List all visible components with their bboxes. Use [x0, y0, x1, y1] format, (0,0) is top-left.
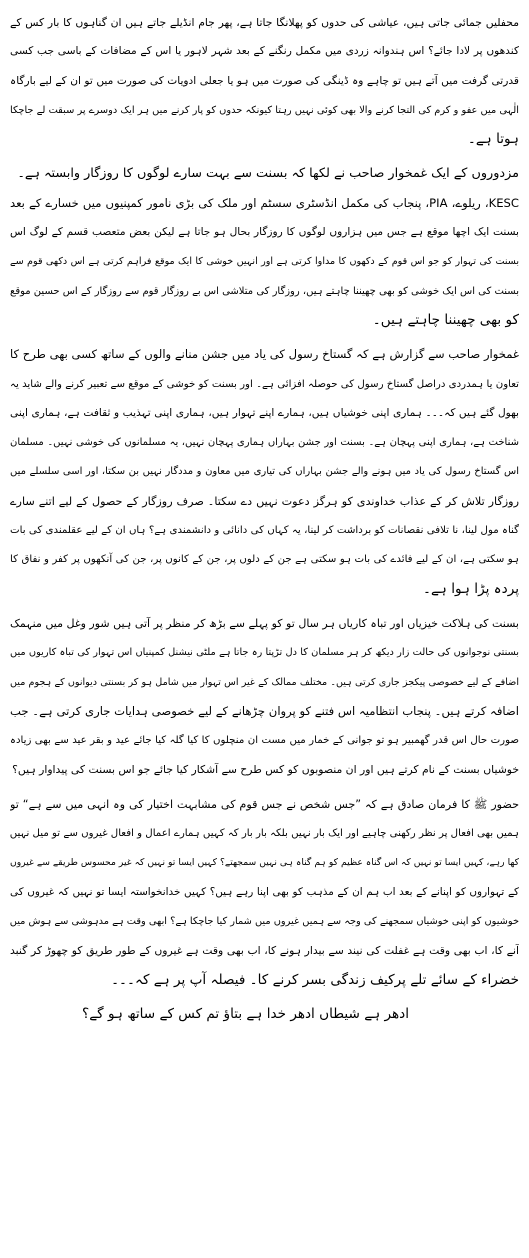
text-line: حضور ﷺ کا فرمان صادق ہے کہ ”جس شخص نے جس قوم کی مشابہت اختیار کی وہ انہی میں سے ہے“ تو	[10, 797, 519, 811]
text-line: اس گستاخ رسول کی یاد میں ہونے والے جشن بہاراں کی تیاری میں معاون و مددگار نہیں بن سکتا، اور اسی سلسلے میں	[10, 466, 519, 478]
text-line: کھا رہے، کہیں ایسا تو نہیں کہ اس گناہ عظیم کو ہم گناہ ہی نہیں سمجھتے؟ کہیں ایسا تو نہیں کہ غیر محسوس طریقے سے غیروں	[10, 857, 519, 869]
text-line: الٰہی میں عفو و کرم کی التجا کرنے والا بھی کوئی نہیں رہتا کیونکہ حدوں کو پار کرنے میں ہر ایک دوسرے پر سبقت لے جاچکا	[10, 104, 519, 116]
paragraph-3	[10, 340, 519, 604]
text-line: خوشیاں بسنت کے نام کرتے ہیں اور ان منصوبوں کو کس طرح سے آشکار کیا جائے جو اس بسنت کی پیداوار ہیں؟	[12, 763, 519, 777]
text-line: بسنت ایک اچھا موقع ہے جس میں ہزاروں لوگوں کا روزگار بحال ہو جاتا ہے لیکن بعض متعصب قسم کے لوگ اس	[10, 226, 519, 239]
paragraph-4	[10, 609, 519, 785]
text-line: قدرتی گرفت میں آتے ہیں تو چاہے وہ ڈینگی کی صورت میں ہو یا جعلی ادویات کی صورت میں تو ان کے لیے بارگاہ	[10, 74, 519, 87]
text-line: غمخوار صاحب سے گزارش ہے کہ گستاخ رسول کی یاد میں جشن منانے والوں کے ساتھ کسی بھی طرح کا	[10, 347, 519, 362]
closing-verse	[10, 1000, 519, 1029]
text-line: بھول گئے ہیں کہ۔۔۔ ہماری اپنی خوشیاں ہیں، ہمارے اپنے تہوار ہیں، ہماری اپنی تہذیب و ثقافت ہے، ہماری اپنی	[10, 406, 519, 419]
text-line: خضراء کے سائے تلے پرکیف زندگی بسر کرنے کا۔ فیصلہ آپ پر ہے کہ۔۔۔	[111, 971, 519, 988]
paragraph-5	[10, 790, 519, 995]
text-line: اضافہ کرتے ہیں۔ پنجاب انتظامیہ اس فتنے کو پروان چڑھانے کے لیے خصوصی ہدایات جاری کرتی ہے۔ جب	[10, 703, 519, 718]
text-line: خوشیوں کو اپنی خوشیاں سمجھنے کی وجہ سے ہمیں غیروں میں شمار کیا جاچکا ہے؟ ابھی وقت ہے مدہوشی سے ہوش میں	[10, 915, 519, 927]
text-line: بسنت کی ہلاکت خیزیاں اور تباہ کاریاں ہر سال تو کو پہلے سے بڑھ کر منظر پر آتی ہیں شور وغل میں منہمک	[10, 616, 519, 630]
text-line: کے تہواروں کو اپنانے کے بعد اب ہم ان کے مذہب کو بھی اپنا رہے ہیں؟ کہیں خدانخواستہ ایسا تو نہیں کہ غیروں کی	[10, 885, 519, 898]
text-line: محفلیں جمائی جاتی ہیں، عیاشی کی حدوں کو پھلانگا جاتا ہے، پھر جام انڈیلے جاتے ہیں ان گناہوں کا بار کس کے	[10, 16, 519, 29]
text-line: KESC، ریلوے، PIA، پنجاب کی مکمل انڈسٹری سسٹم اور ملک کی بڑی نامور کمپنیوں میں خسارے کے بعد	[10, 195, 519, 210]
text-line: کندھوں پر لادا جائے؟ اس ہندوانہ زردی میں مکمل رنگنے کے بعد شہر لاہور یا اس کے مضافات کے باسی جب کسی	[10, 45, 519, 58]
text-line: آنے کا، اب بھی وقت ہے غفلت کی نیند سے بیدار ہونے کا، اب بھی وقت ہے غیروں کے طور طریق کو چھوڑ کر گنبد	[10, 944, 519, 958]
text-line: ہمیں بھی افعال پر نظر رکھنی چاہیے اور ایک بار نہیں بلکہ بار بار کہ کہیں ہمارے اعمال و افعال غیروں سے تو میل نہیں	[10, 828, 519, 840]
closing-line: ادھر ہے شیطاں ادھر خدا ہے بتاؤ تم کس کے ساتھ ہو گے؟	[81, 1005, 409, 1022]
text-line: شناخت ہے، ہماری اپنی پہچان ہے۔ بسنت اور جشن بہاراں ہماری پہچان نہیں، یہ مسلمانوں کی خوشی نہیں۔ مسلمان	[10, 437, 519, 449]
text-line: گناہ مول لینا، نا تلافی نقصانات کو برداشت کر لینا، یہ کہاں کی دانائی و دانشمندی ہے؟ ہاں ان کے لیے عقلمندی کی بات	[10, 525, 519, 537]
text-line: کو بھی چھیننا چاہتے ہیں۔	[372, 311, 519, 328]
text-line: اضافے کے لیے خصوصی پیکجز جاری کرتی ہیں۔ مختلف ممالک کے غیر اس تہوار میں شامل ہو کر بسنتی دیوانوں کے ہجوم میں	[10, 676, 519, 688]
text-line: پردہ پڑا ہوا ہے۔	[423, 580, 519, 597]
text-line: بسنتی نوجوانوں کی حالت زار دیکھ کر ہر مسلمان کا دل تڑپتا رہ جاتا ہے ملٹی نیشنل کمپنیاں اس تہوار کی تباہ کاریوں میں	[10, 647, 519, 659]
paragraph-2	[10, 159, 519, 335]
text-line: صورت حال اس قدر گھمبیر ہو تو جوانی کے خمار میں مست ان منچلوں کا کیا گلہ کیا جائے عید و بقر عید سے بھی زیادہ	[10, 735, 519, 747]
paragraph-1	[10, 8, 519, 154]
text-line: تعاون یا ہمدردی دراصل گستاخ رسول کی حوصلہ افزائی ہے۔ اور بسنت کو خوشی کے موقع سے تعبیر کرنے والے شاید یہ	[10, 378, 519, 390]
text-line: مزدوروں کے ایک غمخوار صاحب نے لکھا کہ بسنت سے بہت سارے لوگوں کا روزگار وابستہ ہے۔	[17, 166, 519, 182]
text-line: بسنت کی تہوار کو جو اس قوم کے دکھوں کا مداوا کرتی ہے اور انہیں خوشی کا ایک موقع فراہم کرتی ہے اس دکھی قوم سے	[10, 256, 519, 268]
text-line: ہو سکتی ہے، ان کے لیے فائدے کی بات ہو سکتی ہے جن کے دلوں پر، جن کے کانوں پر، جن کی آنکھوں پر کفر و نفاق کا	[10, 554, 519, 566]
text-line: بسنت کی اس ایک خوشی کو بھی چھیننا چاہتے ہیں، روزگار کی متلاشی اس بے روزگار قوم سے روزگار کے اس حسین موقع	[10, 285, 519, 297]
text-line: ہوتا ہے۔	[467, 131, 519, 148]
text-line: روزگار تلاش کر کے عذاب خداوندی کو ہرگز دعوت نہیں دے سکتا۔ صرف روزگار کے حصول کے لیے اتنے سارے	[10, 494, 519, 508]
